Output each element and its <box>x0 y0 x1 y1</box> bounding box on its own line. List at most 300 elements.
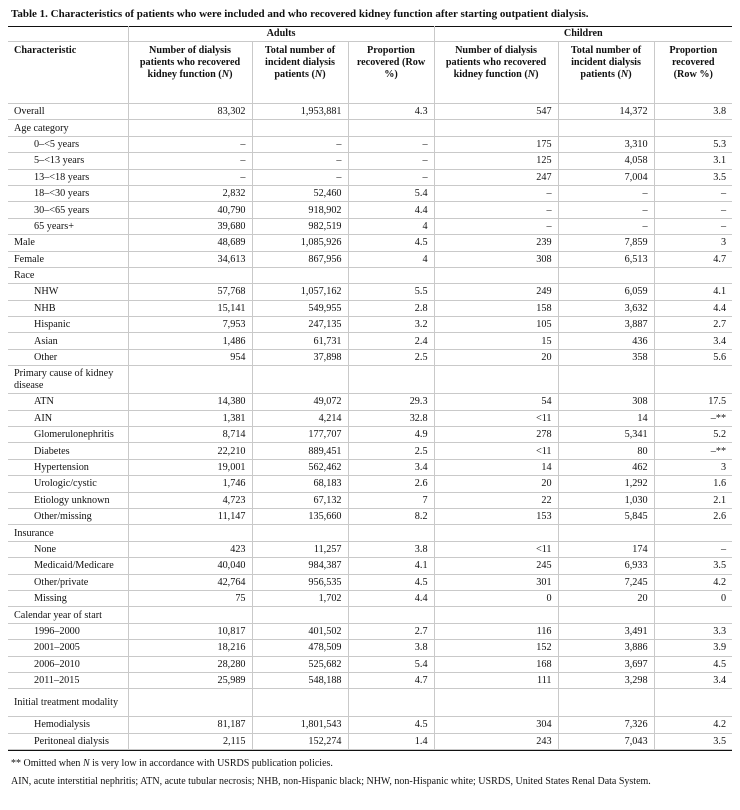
group-header-row <box>8 26 732 42</box>
cell-a2: 525,682 <box>252 656 348 672</box>
table-row <box>8 104 732 120</box>
cell-a1 <box>128 689 252 717</box>
cell-c3: 3.8 <box>654 104 732 120</box>
cell-c2: – <box>558 218 654 234</box>
row-label: 1996–2000 <box>8 623 128 639</box>
cell-c2: 80 <box>558 443 654 459</box>
cell-c3: 3.5 <box>654 733 732 749</box>
table-row <box>8 202 732 218</box>
row-label: Etiology unknown <box>8 492 128 508</box>
cell-c1 <box>434 689 558 717</box>
cell-a3: 4.4 <box>348 202 434 218</box>
cell-a2 <box>252 267 348 283</box>
row-label: Peritoneal dialysis <box>8 733 128 749</box>
table-row <box>8 300 732 316</box>
header-adults-recovered: Number of dialysis patients who recovered kidney function (N) <box>128 42 252 104</box>
cell-a2: 11,257 <box>252 541 348 557</box>
cell-a2: 135,660 <box>252 508 348 524</box>
cell-c2: – <box>558 185 654 201</box>
row-label: Missing <box>8 590 128 606</box>
cell-a3: 2.5 <box>348 443 434 459</box>
cell-c1: 308 <box>434 251 558 267</box>
table-row <box>8 508 732 524</box>
row-label: Male <box>8 235 128 251</box>
cell-a2: – <box>252 136 348 152</box>
table-row <box>8 153 732 169</box>
row-label: Overall <box>8 104 128 120</box>
table-row <box>8 656 732 672</box>
row-label: 5–<13 years <box>8 153 128 169</box>
row-label: None <box>8 541 128 557</box>
cell-a1: 81,187 <box>128 717 252 733</box>
cell-c1 <box>434 607 558 623</box>
row-label: Other <box>8 349 128 365</box>
table-row <box>8 672 732 688</box>
cell-c3 <box>654 525 732 541</box>
table-row <box>8 185 732 201</box>
characteristics-table <box>8 26 732 750</box>
cell-c3: 3.5 <box>654 169 732 185</box>
group-header-adults: Adults <box>128 26 434 42</box>
table-row <box>8 492 732 508</box>
cell-c3: 3.3 <box>654 623 732 639</box>
table-row <box>8 251 732 267</box>
cell-c3: 4.5 <box>654 656 732 672</box>
cell-a1: 40,040 <box>128 558 252 574</box>
cell-a3: 1.4 <box>348 733 434 749</box>
table-caption: Table 1. Characteristics of patients who were included and who recovered kidney function after starting outpatient dialysis. <box>11 8 589 20</box>
cell-a2: 4,214 <box>252 410 348 426</box>
section-row <box>8 366 732 394</box>
cell-c3: 4.2 <box>654 574 732 590</box>
cell-a1: 40,790 <box>128 202 252 218</box>
cell-c1: 111 <box>434 672 558 688</box>
cell-a3: 3.4 <box>348 459 434 475</box>
cell-a2: 549,955 <box>252 300 348 316</box>
cell-a3: 4.4 <box>348 590 434 606</box>
cell-a1 <box>128 267 252 283</box>
cell-c2: 7,326 <box>558 717 654 733</box>
row-label: NHW <box>8 284 128 300</box>
cell-a2: – <box>252 169 348 185</box>
cell-a2: 562,462 <box>252 459 348 475</box>
cell-a2: 548,188 <box>252 672 348 688</box>
table-row <box>8 558 732 574</box>
cell-a3: 4.9 <box>348 427 434 443</box>
cell-c2: 14,372 <box>558 104 654 120</box>
cell-a1: 14,380 <box>128 394 252 410</box>
table-row <box>8 459 732 475</box>
cell-a2: 1,953,881 <box>252 104 348 120</box>
cell-c1: 116 <box>434 623 558 639</box>
cell-a3: 5.4 <box>348 656 434 672</box>
table-row <box>8 333 732 349</box>
cell-c2: 5,845 <box>558 508 654 524</box>
cell-a1 <box>128 366 252 394</box>
cell-c1: 239 <box>434 235 558 251</box>
cell-c1: 278 <box>434 427 558 443</box>
cell-c2 <box>558 607 654 623</box>
table-row <box>8 476 732 492</box>
row-label: AIN <box>8 410 128 426</box>
row-label: 0–<5 years <box>8 136 128 152</box>
cell-a2: 401,502 <box>252 623 348 639</box>
cell-a3: 7 <box>348 492 434 508</box>
cell-a3: 2.8 <box>348 300 434 316</box>
cell-c1 <box>434 120 558 136</box>
cell-a2: 478,509 <box>252 640 348 656</box>
cell-a2: 247,135 <box>252 317 348 333</box>
cell-c3 <box>654 267 732 283</box>
table-row <box>8 590 732 606</box>
cell-a1: 48,689 <box>128 235 252 251</box>
cell-c1: 247 <box>434 169 558 185</box>
cell-c2 <box>558 525 654 541</box>
cell-c3: 3.4 <box>654 333 732 349</box>
cell-c2: 3,886 <box>558 640 654 656</box>
cell-c1: 301 <box>434 574 558 590</box>
table-row <box>8 317 732 333</box>
row-label: Glomerulonephritis <box>8 427 128 443</box>
cell-a1: 7,953 <box>128 317 252 333</box>
cell-c2: 174 <box>558 541 654 557</box>
cell-c3 <box>654 120 732 136</box>
cell-c2: 6,933 <box>558 558 654 574</box>
cell-a3 <box>348 366 434 394</box>
cell-a3: 4.5 <box>348 235 434 251</box>
cell-a3: 5.5 <box>348 284 434 300</box>
cell-a3: 5.4 <box>348 185 434 201</box>
cell-a2: 1,057,162 <box>252 284 348 300</box>
table-row <box>8 623 732 639</box>
cell-c2 <box>558 120 654 136</box>
cell-a1: 75 <box>128 590 252 606</box>
cell-c2 <box>558 267 654 283</box>
section-label: Calendar year of start <box>8 607 128 623</box>
cell-c2: 6,513 <box>558 251 654 267</box>
cell-a2: 67,132 <box>252 492 348 508</box>
cell-c2: 14 <box>558 410 654 426</box>
section-label: Insurance <box>8 525 128 541</box>
cell-a2: 984,387 <box>252 558 348 574</box>
cell-a1 <box>128 525 252 541</box>
cell-a2: 177,707 <box>252 427 348 443</box>
table-row <box>8 443 732 459</box>
row-label: Asian <box>8 333 128 349</box>
cell-a2: 1,085,926 <box>252 235 348 251</box>
cell-c2: – <box>558 202 654 218</box>
cell-c3: 4.1 <box>654 284 732 300</box>
table-row <box>8 284 732 300</box>
cell-c1 <box>434 525 558 541</box>
cell-a1: 8,714 <box>128 427 252 443</box>
cell-c2: 7,245 <box>558 574 654 590</box>
cell-c1: <11 <box>434 410 558 426</box>
cell-a2: 982,519 <box>252 218 348 234</box>
cell-a1: – <box>128 136 252 152</box>
cell-c2: 1,030 <box>558 492 654 508</box>
table-row <box>8 169 732 185</box>
cell-a1: 28,280 <box>128 656 252 672</box>
row-label: Hemodialysis <box>8 717 128 733</box>
header-children-proportion: Proportion recovered (Row %) <box>654 42 732 104</box>
row-label: Other/private <box>8 574 128 590</box>
cell-c2: 436 <box>558 333 654 349</box>
cell-c2: 3,491 <box>558 623 654 639</box>
cell-c3: – <box>654 541 732 557</box>
cell-a3: 2.4 <box>348 333 434 349</box>
row-label: Medicaid/Medicare <box>8 558 128 574</box>
table-row <box>8 733 732 749</box>
cell-a2 <box>252 366 348 394</box>
cell-a1: 2,832 <box>128 185 252 201</box>
header-children-recovered: Number of dialysis patients who recovered kidney function (N) <box>434 42 558 104</box>
cell-a1: 25,989 <box>128 672 252 688</box>
cell-c3: 4.2 <box>654 717 732 733</box>
cell-a1: 34,613 <box>128 251 252 267</box>
cell-a2: 52,460 <box>252 185 348 201</box>
cell-c1: 0 <box>434 590 558 606</box>
cell-a1: 15,141 <box>128 300 252 316</box>
cell-c3: 2.1 <box>654 492 732 508</box>
cell-a2 <box>252 607 348 623</box>
cell-a1: 11,147 <box>128 508 252 524</box>
table-row <box>8 427 732 443</box>
cell-c3: 0 <box>654 590 732 606</box>
cell-a3: – <box>348 136 434 152</box>
cell-a3 <box>348 607 434 623</box>
header-children-total: Total number of incident dialysis patients (N) <box>558 42 654 104</box>
cell-c2: 462 <box>558 459 654 475</box>
cell-c2: 3,632 <box>558 300 654 316</box>
cell-a3: 3.8 <box>348 640 434 656</box>
row-label: Hypertension <box>8 459 128 475</box>
cell-c3: 3.5 <box>654 558 732 574</box>
cell-c3: 3.1 <box>654 153 732 169</box>
section-label: Race <box>8 267 128 283</box>
row-label: 18–<30 years <box>8 185 128 201</box>
cell-c3: – <box>654 218 732 234</box>
cell-a3 <box>348 689 434 717</box>
cell-a2 <box>252 525 348 541</box>
cell-a2: 49,072 <box>252 394 348 410</box>
cell-c1: 158 <box>434 300 558 316</box>
cell-a2: 1,801,543 <box>252 717 348 733</box>
cell-c1: 175 <box>434 136 558 152</box>
section-row <box>8 525 732 541</box>
row-label: ATN <box>8 394 128 410</box>
cell-c3 <box>654 607 732 623</box>
cell-c3: 3.9 <box>654 640 732 656</box>
cell-c2: 3,887 <box>558 317 654 333</box>
header-characteristic: Characteristic <box>8 42 128 104</box>
row-label: 2011–2015 <box>8 672 128 688</box>
cell-c3: – <box>654 202 732 218</box>
cell-a1: 22,210 <box>128 443 252 459</box>
cell-c1: 168 <box>434 656 558 672</box>
cell-a1 <box>128 120 252 136</box>
cell-c3: 4.4 <box>654 300 732 316</box>
cell-a1 <box>128 607 252 623</box>
cell-a2: 37,898 <box>252 349 348 365</box>
cell-a3: 4.1 <box>348 558 434 574</box>
cell-a1: 954 <box>128 349 252 365</box>
section-label: Primary cause of kidney disease <box>8 366 128 394</box>
cell-a1: 2,115 <box>128 733 252 749</box>
cell-a1: 1,381 <box>128 410 252 426</box>
cell-c3: 4.7 <box>654 251 732 267</box>
cell-c2: 1,292 <box>558 476 654 492</box>
cell-c2: 3,310 <box>558 136 654 152</box>
cell-c1: 245 <box>434 558 558 574</box>
cell-c1: 547 <box>434 104 558 120</box>
table-row <box>8 218 732 234</box>
footnote-omitted: ** Omitted when N is very low in accordance with USRDS publication policies. <box>11 758 333 769</box>
cell-c1: 20 <box>434 476 558 492</box>
cell-c1: <11 <box>434 443 558 459</box>
cell-a3: 2.5 <box>348 349 434 365</box>
cell-c3 <box>654 689 732 717</box>
table-row <box>8 136 732 152</box>
cell-c2: 6,059 <box>558 284 654 300</box>
cell-a2: 918,902 <box>252 202 348 218</box>
cell-c1: 243 <box>434 733 558 749</box>
group-header-children: Children <box>434 26 732 42</box>
cell-a1: 57,768 <box>128 284 252 300</box>
cell-a1: 4,723 <box>128 492 252 508</box>
cell-c1: 153 <box>434 508 558 524</box>
cell-a3: 3.8 <box>348 541 434 557</box>
column-header-row <box>8 42 732 104</box>
cell-c3: 2.6 <box>654 508 732 524</box>
cell-a1: 18,216 <box>128 640 252 656</box>
table-row <box>8 235 732 251</box>
cell-c1: – <box>434 218 558 234</box>
cell-c3: 3 <box>654 235 732 251</box>
row-label: 2006–2010 <box>8 656 128 672</box>
cell-a2: 889,451 <box>252 443 348 459</box>
cell-a3: – <box>348 169 434 185</box>
cell-c2: 7,859 <box>558 235 654 251</box>
cell-a3: 4.7 <box>348 672 434 688</box>
cell-c2 <box>558 689 654 717</box>
row-label: 2001–2005 <box>8 640 128 656</box>
cell-c1: 15 <box>434 333 558 349</box>
cell-a2: – <box>252 153 348 169</box>
cell-a3: 3.2 <box>348 317 434 333</box>
cell-a2 <box>252 689 348 717</box>
footnote-abbreviations: AIN, acute interstitial nephritis; ATN, acute tubular necrosis; NHB, non-Hispanic black; NHW, non-Hispanic white; USRDS, United States Renal Data System. <box>11 776 651 787</box>
cell-c3: 5.2 <box>654 427 732 443</box>
cell-c1: 20 <box>434 349 558 365</box>
cell-c1: <11 <box>434 541 558 557</box>
cell-a2: 152,274 <box>252 733 348 749</box>
row-label: Diabetes <box>8 443 128 459</box>
row-label: 13–<18 years <box>8 169 128 185</box>
cell-a2: 68,183 <box>252 476 348 492</box>
cell-c3: –** <box>654 410 732 426</box>
cell-a3: – <box>348 153 434 169</box>
cell-c2: 3,697 <box>558 656 654 672</box>
cell-c3: 2.7 <box>654 317 732 333</box>
cell-c2: 5,341 <box>558 427 654 443</box>
row-label: 65 years+ <box>8 218 128 234</box>
cell-a1: 1,486 <box>128 333 252 349</box>
cell-c1: 54 <box>434 394 558 410</box>
section-label: Age category <box>8 120 128 136</box>
cell-c1: – <box>434 202 558 218</box>
table-row <box>8 640 732 656</box>
cell-c3 <box>654 366 732 394</box>
cell-a1: 10,817 <box>128 623 252 639</box>
table-row <box>8 717 732 733</box>
cell-c1 <box>434 267 558 283</box>
cell-a1: – <box>128 169 252 185</box>
row-label: NHB <box>8 300 128 316</box>
table-row <box>8 410 732 426</box>
section-row <box>8 267 732 283</box>
cell-a2: 956,535 <box>252 574 348 590</box>
section-row <box>8 120 732 136</box>
cell-a2: 1,702 <box>252 590 348 606</box>
row-label: 30–<65 years <box>8 202 128 218</box>
cell-c1: – <box>434 185 558 201</box>
table-row <box>8 541 732 557</box>
cell-c3: 5.3 <box>654 136 732 152</box>
cell-a3: 4.5 <box>348 717 434 733</box>
cell-a3 <box>348 525 434 541</box>
cell-c2 <box>558 366 654 394</box>
header-adults-proportion: Proportion recovered (Row %) <box>348 42 434 104</box>
row-label: Hispanic <box>8 317 128 333</box>
cell-c3: – <box>654 185 732 201</box>
cell-c2: 3,298 <box>558 672 654 688</box>
cell-c1: 105 <box>434 317 558 333</box>
cell-a2: 867,956 <box>252 251 348 267</box>
cell-c1: 125 <box>434 153 558 169</box>
cell-a3 <box>348 267 434 283</box>
cell-a3: 4 <box>348 218 434 234</box>
section-row <box>8 607 732 623</box>
cell-c3: 1.6 <box>654 476 732 492</box>
cell-c3: 5.6 <box>654 349 732 365</box>
table-bottom-rule <box>8 750 732 751</box>
cell-c2: 20 <box>558 590 654 606</box>
cell-c1 <box>434 366 558 394</box>
cell-a3: 29.3 <box>348 394 434 410</box>
cell-a1: 39,680 <box>128 218 252 234</box>
row-label: Female <box>8 251 128 267</box>
cell-c2: 7,004 <box>558 169 654 185</box>
section-label: Initial treatment modality <box>8 689 128 717</box>
cell-a3: 4 <box>348 251 434 267</box>
cell-c1: 249 <box>434 284 558 300</box>
row-label: Other/missing <box>8 508 128 524</box>
cell-c2: 4,058 <box>558 153 654 169</box>
cell-a2: 61,731 <box>252 333 348 349</box>
section-row <box>8 689 732 717</box>
header-adults-total: Total number of incident dialysis patients (N) <box>252 42 348 104</box>
cell-c1: 152 <box>434 640 558 656</box>
cell-a3: 32.8 <box>348 410 434 426</box>
cell-a1: – <box>128 153 252 169</box>
cell-a1: 1,746 <box>128 476 252 492</box>
cell-c3: 17.5 <box>654 394 732 410</box>
table-row <box>8 349 732 365</box>
cell-a3: 8.2 <box>348 508 434 524</box>
cell-c2: 358 <box>558 349 654 365</box>
cell-a3: 4.5 <box>348 574 434 590</box>
